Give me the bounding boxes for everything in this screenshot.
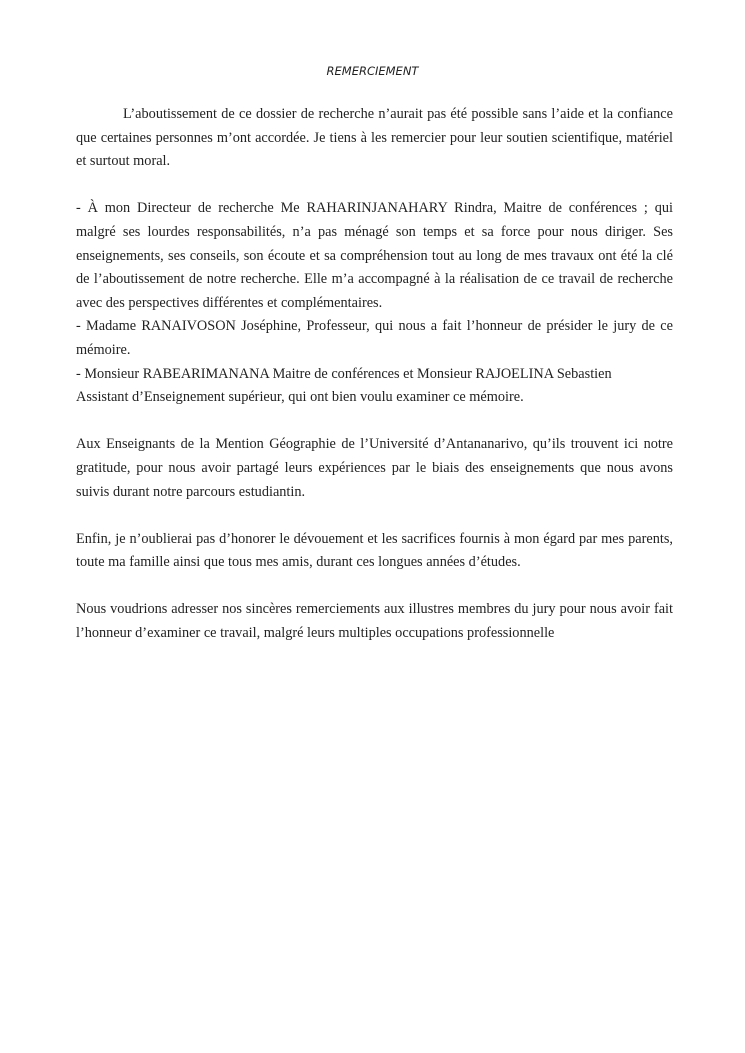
text-line: gratitude, pour nous avoir partagé leurs expériences par le biais des enseignements que nous avons bbox=[76, 459, 673, 476]
text-line: que certaines personnes m’ont accordée. Je tiens à les remercier pour leur soutien scientifique, matériel bbox=[76, 129, 673, 146]
text-line: suivis durant notre parcours estudiantin. bbox=[76, 483, 306, 500]
page-title: REMERCIEMENT bbox=[326, 64, 419, 78]
text-line: Enfin, je n’oublierai pas d’honorer le dévouement et les sacrifices fournis à mon égard par mes parents, bbox=[76, 530, 673, 547]
text-line: L’aboutissement de ce dossier de recherche n’aurait pas été possible sans l’aide et la confiance bbox=[123, 106, 673, 122]
text-line: avec des perspectives différentes et complémentaires. bbox=[76, 294, 383, 311]
text-line: - À mon Directeur de recherche Me RAHARINJANAHARY Rindra, Maitre de conférences ; qui bbox=[76, 200, 673, 217]
paragraph bbox=[76, 197, 673, 409]
paragraph bbox=[76, 528, 673, 575]
paragraph bbox=[76, 103, 673, 174]
text-line: - Madame RANAIVOSON Joséphine, Professeur, qui nous a fait l’honneur de présider le jury de ce bbox=[76, 318, 673, 335]
text-line: malgré ses lourdes responsabilités, n’a pas ménagé son temps et sa force pour nous diriger. Ses bbox=[76, 223, 673, 240]
text-line: mémoire. bbox=[76, 341, 131, 358]
paragraph bbox=[76, 433, 673, 504]
document-body bbox=[76, 103, 673, 669]
text-line: toute ma famille ainsi que tous mes amis, durant ces longues années d’études. bbox=[76, 554, 521, 571]
paragraph bbox=[76, 598, 673, 645]
text-line: Assistant d’Enseignement supérieur, qui ont bien voulu examiner ce mémoire. bbox=[76, 389, 524, 406]
text-line: de l’aboutissement de notre recherche. Elle m’a accompagné à la réalisation de ce travail de recherche bbox=[76, 271, 673, 288]
text-line: Aux Enseignants de la Mention Géographie de l’Université d’Antananarivo, qu’ils trouvent ici notre bbox=[76, 436, 673, 453]
text-line: et surtout moral. bbox=[76, 153, 171, 170]
text-line: Nous voudrions adresser nos sincères remerciements aux illustres membres du jury pour nous avoir fait bbox=[76, 601, 673, 618]
text-line: l’honneur d’examiner ce travail, malgré leurs multiples occupations professionnelle bbox=[76, 625, 555, 642]
text-line: - Monsieur RABEARIMANANA Maitre de conférences et Monsieur RAJOELINA Sebastien bbox=[76, 365, 612, 382]
text-line: enseignements, ses conseils, son écoute et sa compréhension tout au long de mes travaux ont été la clé bbox=[76, 247, 673, 264]
